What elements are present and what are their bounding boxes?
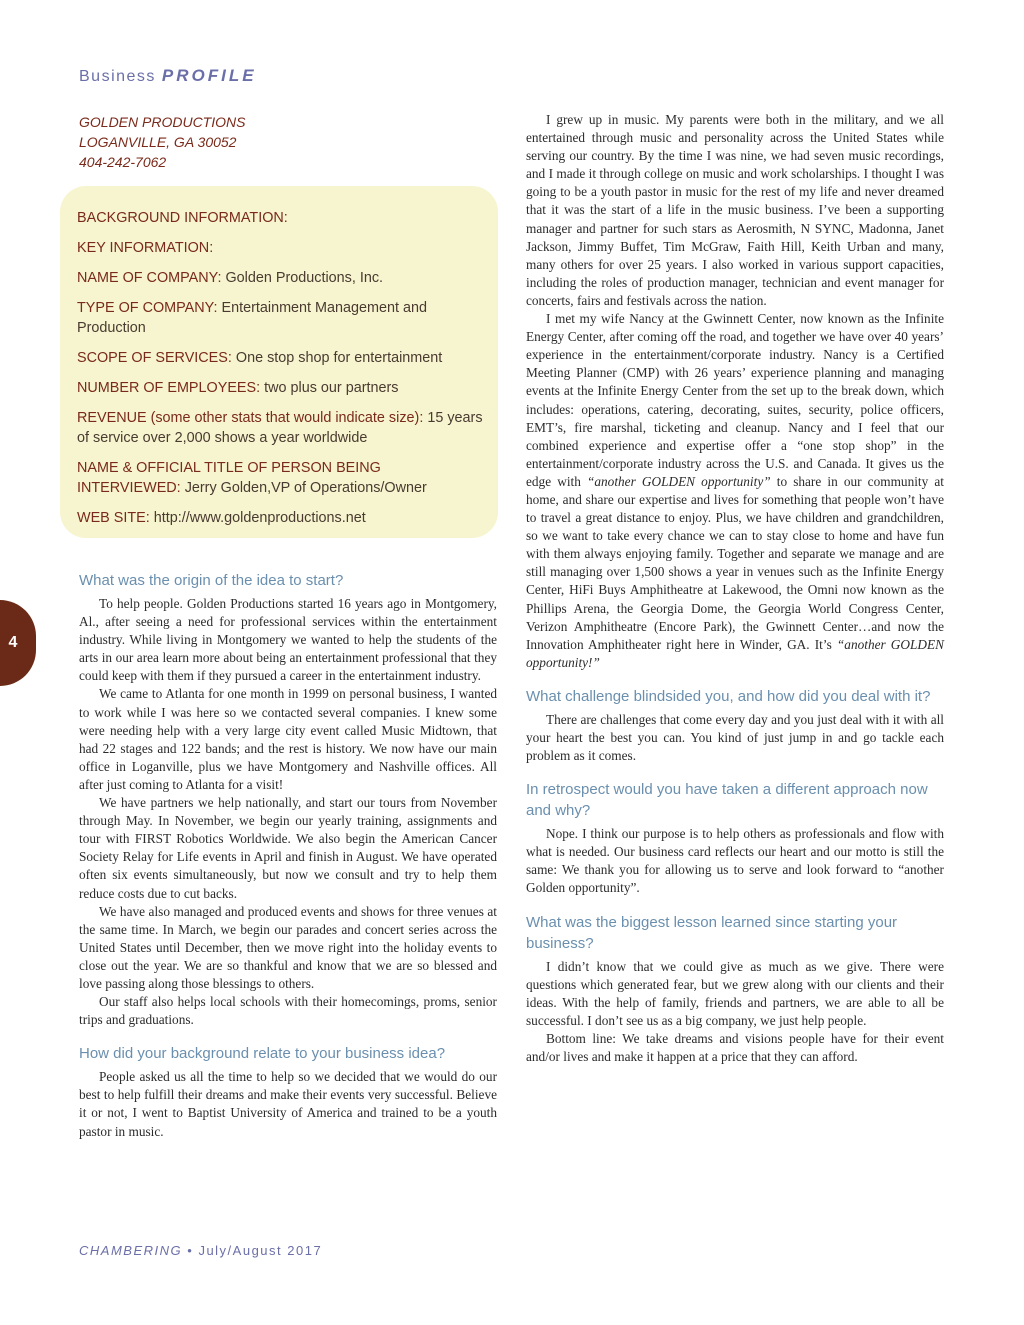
question-retrospect: In retrospect would you have taken a different approach now and why? [526,781,928,820]
company-contact [79,112,245,172]
key-heading: KEY INFORMATION: [77,240,214,256]
employees-field: NUMBER OF EMPLOYEES: two plus our partners [77,380,399,396]
scope-field: SCOPE OF SERVICES: One stop shop for entertainment [77,350,443,366]
page-number: 4 [8,634,18,651]
company-name: GOLDEN PRODUCTIONS [79,114,246,130]
page-number-tab [0,600,36,686]
info-box [60,186,498,538]
magazine-name: CHAMBERING [79,1243,183,1258]
left-column [79,570,497,1141]
answer-paragraph: I met my wife Nancy at the Gwinnett Center, now known as the Infinite Energy Center, after coming off the road, and together we have over 40 years’ experience in the entertainment/corporate industry. Nancy is a Certified Meeting Planner (CMP) with 26 years’ experience planning and managing events at the Infinite Energy Center from the set up to the break down, which includes: operations, catering, decorating, suites, security, police officers, EMT’s, fire marshal, ticketing and cleanup. Nancy and I feel that our combined experience and expertise offer a “one stop shop” in the entertainment/corporate industry across the U.S. and Canada. It gives us the edge with “another GOLDEN opportunity” to share in our community at home, and share our expertise and lives for something that people won’t have to travel a great distance to enjoy. Plus, we have children and grandchildren, so we want to take every chance we can to stay close to home and have fun with them always enjoying family. Together and separate we manage and are still managing over 1,500 shows a year in venues such as the Infinite Energy Center, HiFi Buys Amphitheatre at Lakewood, the Omni now known as the Phillips Arena, the Georgia Dome, the Georgia World Congress Center, Verizon Amphitheatre (Encore Park), the Gwinnett Center…and now the Innovation Amphitheater right here in Winder, GA. It’s “another GOLDEN opportunity!” [526,311,945,670]
company-field: NAME OF COMPANY: Golden Productions, Inc. [77,270,384,286]
section-label-emphasis: PROFILE [161,66,257,85]
answer-paragraph: We have also managed and produced events and shows for three venues at the same time. In March, we begin our parades and concert series across the United States until December, then we move right into the holiday events to close out the year. We are so thankful and know that we are so blessed and love passing along those blessings to others. [79,903,497,991]
answer-paragraph: To help people. Golden Productions started 16 years ago in Montgomery, Al., after seeing a need for professional services within the entertainment industry. While living in Montgomery we wanted to help the students of the arts in our area learn more about being an entertainment professional that they could keep with them if they pursued a career in the entertainment industry. [79,596,497,684]
question-lesson: What was the biggest lesson learned since starting your business? [526,913,898,952]
question-challenge: What challenge blindsided you, and how did you deal with it? [526,687,931,705]
type-field: TYPE OF COMPANY: Entertainment Management and Production [77,300,428,336]
website-field: WEB SITE: http://www.goldenproductions.net [77,510,366,526]
footer-separator: • [187,1243,194,1258]
revenue-field: REVENUE (some other stats that would indicate size): 15 years of service over 2,000 shows a year worldwide [77,410,483,446]
question-background: How did your background relate to your business idea? [79,1045,446,1063]
answer-paragraph: I grew up in music. My parents were both in the military, and we all entertained through music and personality across the United States while serving our country. By the time I was nine, we had seven music recordings, and I made it through college on music and work scholarships. I thought I was going to be a youth pastor in music for the rest of my life and never dreamed that it was the start of a life in the music business. I’ve been a supporting manager and partner for such stars as Aerosmith, N SYNC, Madonna, Janet Jackson, Jimmy Buffet, Tim McGraw, Faith Hill, Keith Urban and many, many others for over 25 years. I also worked in various support capacities, including the roles of production manager, technician and event manager for concerts, fairs and festivals across the nation. [526,112,944,308]
background-heading: BACKGROUND INFORMATION: [77,210,288,226]
company-city: LOGANVILLE, GA 30052 [79,134,237,150]
answer-paragraph: Our staff also helps local schools with their homecomings, proms, senior trips and graduations. [79,994,497,1028]
issue-date: July/August 2017 [198,1243,323,1258]
answer-paragraph: There are challenges that come every day and you just deal with it with all your heart the best you can. You kind of just jump in and go tackle each problem as it comes. [526,711,944,764]
answer-paragraph: People asked us all the time to help so we decided that we would do our best to help fulfill their dreams and make their events very successful. Believe it or not, I went to Baptist University of America and trained to be a youth pastor in music. [79,1069,497,1139]
page-footer [79,1243,322,1258]
section-label: Business [79,68,156,85]
answer-paragraph: Bottom line: We take dreams and visions people have for their event and/or lives and make it happen at a price that they can afford. [526,1030,944,1065]
company-phone: 404-242-7062 [79,154,167,170]
section-header [79,66,257,86]
person-field: NAME & OFFICIAL TITLE OF PERSON BEING INTERVIEWED: Jerry Golden,VP of Operations/Owner [77,460,427,496]
answer-paragraph: We have partners we help nationally, and start our tours from November through May. In November, we begin our yearly training, assignments and tour with FIRST Robotics Worldwide. We also begin the American Cancer Society Relay for Life events in April and finish in August. We have operated often six events simultaneously, but now we consult and try to help them reduce costs due to cut backs. [79,795,497,901]
right-column [526,111,944,1066]
answer-paragraph: We came to Atlanta for one month in 1999 on personal business, I wanted to work while I was here so we contacted several companies. I knew some were needing help with a very large city event called Music Midtown, that had 22 stages and 122 bands; and the rest is history. We now have our main office in Loganville, plus we have Montgomery and Nashville offices. All after just coming to Atlanta for a visit! [79,686,497,792]
answer-paragraph: Nope. I think our purpose is to help others as professionals and flow with what is needed. Our business card reflects our heart and our motto is still the same: We thank you for allowing us to serve and look forward to “another Golden opportunity”. [526,826,944,896]
question-origin: What was the origin of the idea to start? [79,572,344,589]
answer-paragraph: I didn’t know that we could give as much as we give. There were questions which generated fear, but we grew along with our clients and their ideas. With the help of family, friends and partners, we are able to all be successful. I don’t see us as a big company, we just help people. [526,958,944,1028]
